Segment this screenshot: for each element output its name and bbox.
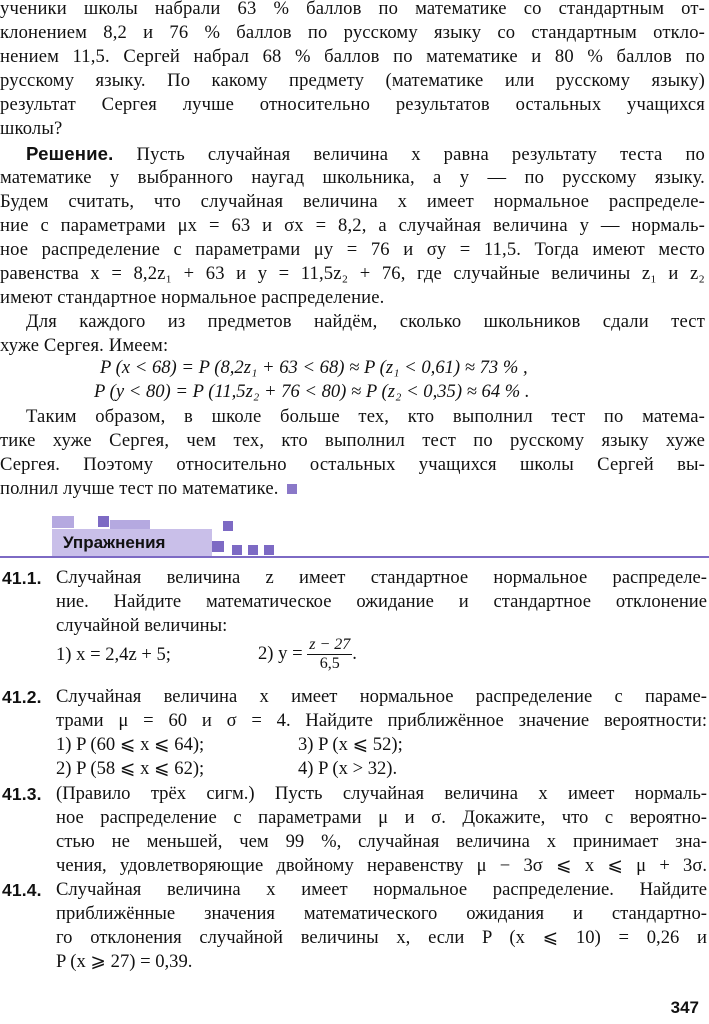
end-of-proof-icon xyxy=(287,484,297,494)
conclusion-line: Таким образом, в школе больше тех, кто выполнил тест по матема- xyxy=(26,406,705,427)
exercise-number: 41.2. xyxy=(2,687,42,707)
exercise-line: Случайная величина x имеет нормальное распределение с параме- xyxy=(56,686,707,707)
exercise-line: случайной величины: xyxy=(56,615,228,636)
exercise-item: 3) P (x ⩽ 52); xyxy=(298,734,403,755)
exercise-line: стью не меньшей, чем 99 %, случайная величина x принимает зна- xyxy=(56,831,707,852)
exercise-number: 41.4. xyxy=(2,880,42,900)
exercise-line: (Правило трёх сигм.) Пусть случайная величина x имеет нормаль- xyxy=(56,783,707,804)
intro-line: результат Сергея лучше относительно результатов остальных учащихся xyxy=(0,94,705,115)
exercise-number: 41.1. xyxy=(2,568,42,588)
banner-pixel-decoration xyxy=(110,520,150,529)
intro-line: нением 11,5. Сергей набрал 68 % баллов по математике и 80 % баллов по xyxy=(0,46,705,67)
fraction-denominator: 6,5 xyxy=(319,655,340,673)
solution-line: Для каждого из предметов найдём, сколько школьников сдали тест xyxy=(26,311,705,332)
intro-line: клонением 8,2 и 76 % баллов по русскому языку со стандартным откло- xyxy=(0,22,705,43)
exercise-number: 41.3. xyxy=(2,784,42,804)
solution-line: равенства x = 8,2z₁ + 63 и y = 11,5z₂ + 76, где случайные величины z₁ и z₂ xyxy=(0,263,705,284)
banner-pixel-decoration xyxy=(212,541,224,552)
solution-line: ное распределение с параметрами μy = 76 и σy = 11,5. Тогда имеют место xyxy=(0,239,705,260)
fraction xyxy=(307,636,352,673)
exercise-item: 2) P (58 ⩽ x ⩽ 62); xyxy=(56,758,205,779)
exercise-item: 1) P (60 ⩽ x ⩽ 64); xyxy=(56,734,205,755)
exercise-item-fraction xyxy=(258,633,357,675)
solution-first-line xyxy=(26,142,705,166)
banner-pixel-decoration xyxy=(264,545,274,555)
page-number: 347 xyxy=(670,998,699,1017)
section-title: Упражнения xyxy=(63,533,166,552)
solution-line: хуже Сергея. Имеем: xyxy=(0,335,169,356)
banner-pixel-decoration xyxy=(248,545,258,555)
formula-math: P (x < 68) = P (8,2z₁ + 63 < 68) ≈ P (z₁ < 0,61) ≈ 73 % , xyxy=(100,357,528,378)
intro-line: русскому языку. По какому предмету (математике или русскому языку) xyxy=(0,70,705,91)
banner-pixel-decoration xyxy=(52,516,74,528)
solution-label: Решение. xyxy=(26,143,114,164)
formula-russian: P (y < 80) = P (11,5z₂ + 76 < 80) ≈ P (z₂ < 0,35) ≈ 64 % . xyxy=(94,381,530,402)
conclusion-last-line xyxy=(0,477,705,501)
intro-line: школы? xyxy=(0,118,63,139)
banner-pixel-decoration xyxy=(232,545,242,555)
exercises-banner xyxy=(0,510,709,558)
exercise-line: ние. Найдите математическое ожидание и стандартное отклонение xyxy=(56,591,707,612)
conclusion-line: Сергея. Поэтому относительно остальных учащихся школы Сергей вы- xyxy=(0,454,705,475)
solution-line: математике у выбранного наугад школьника, а y — по русскому языку. xyxy=(0,167,705,188)
fraction-numerator: z − 27 xyxy=(309,636,351,654)
solution-line: ние с параметрами μx = 63 и σx = 8,2, а случайная величина y — нормаль- xyxy=(0,215,705,236)
exercise-line: Случайная величина x имеет нормальное распределение. Найдите xyxy=(56,879,707,900)
exercise-line: приближённые значения математического ожидания и стандартно- xyxy=(56,903,707,924)
exercise-line: P (x ⩾ 27) = 0,39. xyxy=(56,951,193,972)
conclusion-line: полнил лучше тест по математике. xyxy=(0,478,279,499)
banner-pixel-decoration xyxy=(98,516,109,527)
solution-line: имеют стандартное нормальное распределение. xyxy=(0,287,385,308)
exercise-item: 1) x = 2,4z + 5; xyxy=(56,644,171,665)
exercise-item-prefix: 2) y = xyxy=(258,643,303,664)
exercise-line: го отклонения случайной величины x, если P (x ⩽ 10) = 0,26 и xyxy=(56,927,707,948)
conclusion-line: тике хуже Сергея, чем тех, кто выполнил тест по русскому языку хуже xyxy=(0,430,705,451)
solution-line: Будем считать, что случайная величина x имеет нормальное распределе- xyxy=(0,191,705,212)
section-divider xyxy=(0,556,709,558)
exercise-item: 4) P (x > 32). xyxy=(298,758,398,779)
exercise-item-suffix: . xyxy=(352,643,357,664)
solution-line: Пусть случайная величина x равна результату теста по xyxy=(113,144,705,165)
intro-line: ученики школы набрали 63 % баллов по математике со стандартным от- xyxy=(0,0,705,19)
exercise-line: трами μ = 60 и σ = 4. Найдите приближённое значение вероятности: xyxy=(56,710,707,731)
exercise-line: ное распределение с параметрами μ и σ. Докажите, что с вероятно- xyxy=(56,807,707,828)
exercise-line: чения, удовлетворяющие двойному неравенству μ − 3σ ⩽ x ⩽ μ + 3σ. xyxy=(56,855,707,876)
banner-pixel-decoration xyxy=(223,521,233,531)
exercise-line: Случайная величина z имеет стандартное нормальное распределе- xyxy=(56,567,707,588)
